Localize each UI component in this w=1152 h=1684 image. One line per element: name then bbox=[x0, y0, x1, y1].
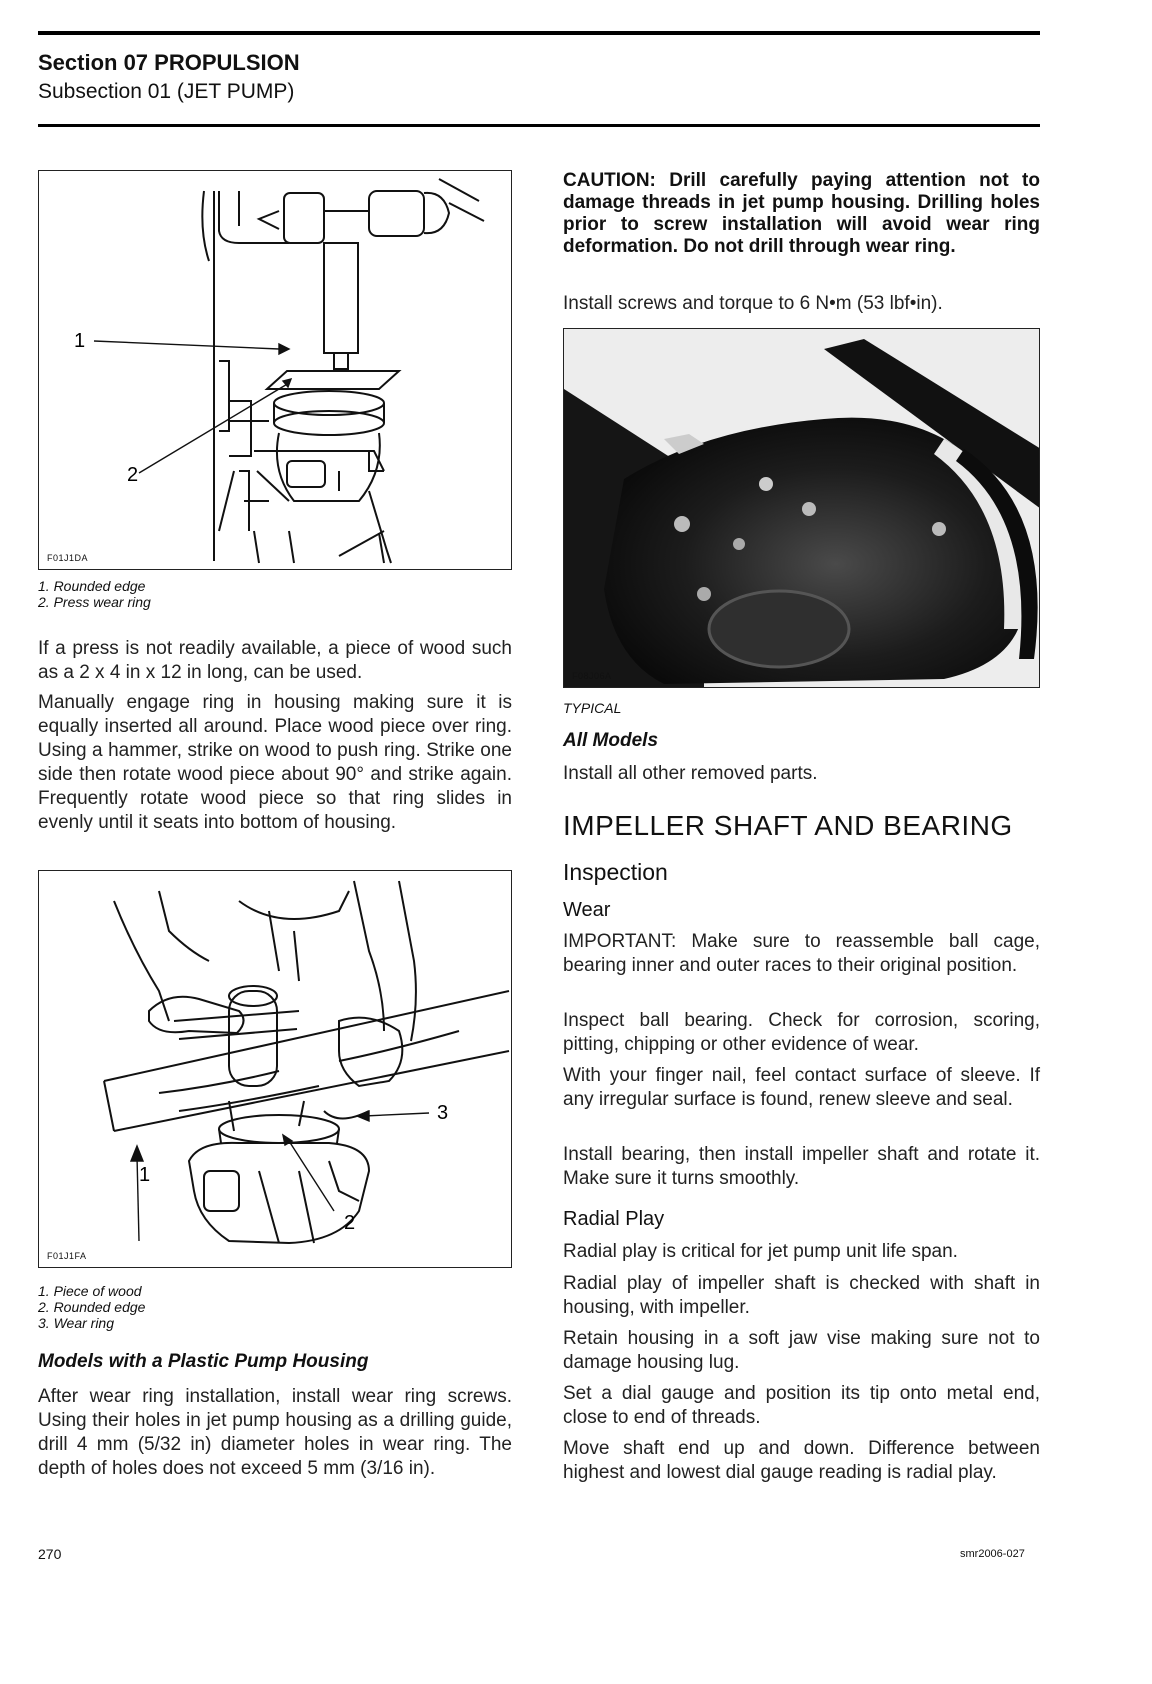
typical-label: TYPICAL bbox=[563, 700, 622, 716]
callout-2: 2 bbox=[127, 464, 139, 486]
photo-illustration bbox=[564, 329, 1040, 688]
heading-radial-play: Radial Play bbox=[563, 1208, 665, 1230]
paragraph-move-shaft: Move shaft end up and down. Difference between highest and lowest dial gauge reading is radial play. bbox=[563, 1438, 1040, 1483]
caution-note bbox=[563, 170, 1040, 258]
paragraph-wood-alternative: If a press is not readily available, a piece of wood such as a 2 x 4 in x 12 in long, can be used. bbox=[38, 638, 512, 683]
paragraph-important: IMPORTANT: Make sure to reassemble ball cage, bearing inner and outer races to their original position. bbox=[563, 931, 1040, 976]
paragraph-finger-nail: With your finger nail, feel contact surface of sleeve. If any irregular surface is found, renew sleeve and seal. bbox=[563, 1065, 1040, 1110]
press-illustration bbox=[39, 171, 512, 570]
subsection-title: Subsection 01 (JET PUMP) bbox=[38, 80, 295, 103]
figure1-legend bbox=[38, 578, 151, 610]
callout-3: 3 bbox=[437, 1102, 449, 1124]
legend-item: 1. Rounded edge bbox=[38, 578, 146, 594]
legend-item: 3. Wear ring bbox=[38, 1315, 114, 1331]
figure-code: F01J1FA bbox=[47, 1251, 87, 1261]
section-title: Section 07 PROPULSION bbox=[38, 50, 300, 75]
callout-1: 1 bbox=[74, 330, 86, 352]
header-rule-bottom bbox=[38, 124, 1040, 127]
photo-code: F08J06A bbox=[572, 671, 612, 681]
paragraph-inspect-bearing: Inspect ball bearing. Check for corrosion, scoring, pitting, chipping or other evidence of wear. bbox=[563, 1010, 1040, 1055]
paragraph-torque: Install screws and torque to 6 N•m (53 lbf•in). bbox=[563, 293, 943, 314]
figure-code: F01J1DA bbox=[47, 553, 89, 563]
paragraph-engage-ring: Manually engage ring in housing making sure it is equally inserted all around. Place wood piece over ring. Using a hammer, strike on wood to push ring. Strike one side then rotate wood piece about 90° and strike again. Frequently rotate wood piece so that ring slides in evenly until it seats into bottom of housing. bbox=[38, 692, 512, 833]
heading-plastic-pump-housing: Models with a Plastic Pump Housing bbox=[38, 1351, 369, 1372]
document-code: smr2006-027 bbox=[960, 1548, 1025, 1560]
photo-pump-housing bbox=[563, 328, 1040, 688]
figure-press-wear-ring bbox=[38, 170, 512, 570]
legend-item: 2. Rounded edge bbox=[38, 1299, 146, 1315]
heading-wear: Wear bbox=[563, 899, 611, 921]
paragraph-install-bearing: Install bearing, then install impeller shaft and rotate it. Make sure it turns smoothly. bbox=[563, 1144, 1040, 1189]
heading-all-models: All Models bbox=[563, 730, 659, 751]
caution-text: Drill carefully paying attention not to damage threads in jet pump housing. Drilling holes prior to screw installation will avoid wear ring deformation. Do not drill through wear ring. bbox=[563, 170, 1040, 257]
paragraph-retain-housing: Retain housing in a soft jaw vise making sure not to damage housing lug. bbox=[563, 1328, 1040, 1373]
header-rule-top bbox=[38, 31, 1040, 35]
heading-impeller-shaft-bearing: IMPELLER SHAFT AND BEARING bbox=[563, 810, 1013, 841]
caution-label: CAUTION: bbox=[563, 170, 656, 191]
hammer-illustration bbox=[39, 871, 512, 1268]
page-number: 270 bbox=[38, 1546, 62, 1562]
legend-item: 1. Piece of wood bbox=[38, 1283, 142, 1299]
paragraph-radial-critical: Radial play is critical for jet pump unit life span. bbox=[563, 1241, 958, 1262]
paragraph-dial-gauge: Set a dial gauge and position its tip onto metal end, close to end of threads. bbox=[563, 1383, 1040, 1428]
figure-wood-hammer bbox=[38, 870, 512, 1268]
paragraph-wear-ring-screws: After wear ring installation, install wear ring screws. Using their holes in jet pump housing as a drilling guide, drill 4 mm (5/32 in) diameter holes in wear ring. The depth of holes does not exceed 5 mm (3/16 in). bbox=[38, 1386, 512, 1479]
legend-item: 2. Press wear ring bbox=[38, 594, 151, 610]
paragraph-all-models: Install all other removed parts. bbox=[563, 763, 818, 784]
callout-2: 2 bbox=[344, 1212, 356, 1234]
heading-inspection: Inspection bbox=[563, 859, 668, 885]
callout-1: 1 bbox=[139, 1164, 151, 1186]
figure2-legend bbox=[38, 1283, 145, 1331]
paragraph-radial-checked: Radial play of impeller shaft is checked with shaft in housing, with impeller. bbox=[563, 1273, 1040, 1318]
